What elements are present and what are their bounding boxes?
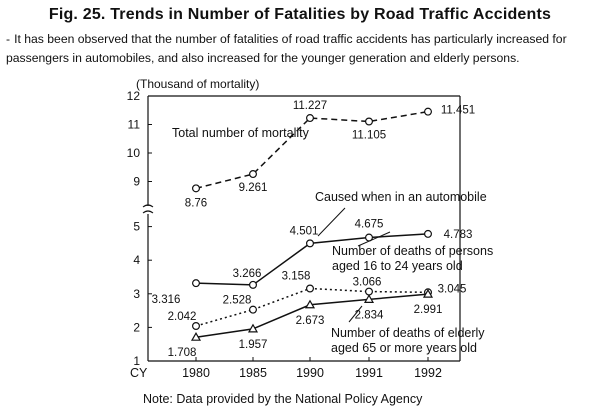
y-tick-label: 11 <box>127 117 140 132</box>
series-0-data-label: 11.105 <box>351 129 387 142</box>
series-3-data-label: 2.991 <box>413 304 443 317</box>
series-0-data-label: 8.76 <box>184 197 208 210</box>
series-3-data-label: 1.957 <box>238 338 268 351</box>
x-tick-label: 1985 <box>239 366 267 380</box>
series-2-data-label: 2.528 <box>222 294 252 307</box>
series-2-marker <box>366 288 373 295</box>
series-0-name-label: Total number of mortality <box>172 126 309 140</box>
series-0-marker <box>366 118 373 125</box>
x-tick-label: 1990 <box>296 366 324 380</box>
x-tick-label: 1991 <box>355 366 383 380</box>
x-tick-label: 1992 <box>414 366 442 380</box>
series-1-leader-line <box>318 208 345 236</box>
series-2-data-label: 3.045 <box>437 283 467 296</box>
figure-title: Fig. 25. Trends in Number of Fatalities by Road Traffic Accidents <box>48 6 552 23</box>
series-1-marker <box>193 280 200 287</box>
series-2-marker <box>193 323 200 330</box>
series-2-name-label: Number of deaths of persons <box>332 244 494 258</box>
series-1-name-label: Caused when in an automobile <box>315 190 487 204</box>
series-1-data-label: 4.675 <box>354 218 384 231</box>
series-3-data-label: 2.834 <box>354 309 384 322</box>
series-2-name-label: aged 16 to 24 years old <box>332 259 463 273</box>
series-2-data-label: 3.158 <box>281 270 311 283</box>
series-0-marker <box>250 171 257 178</box>
series-1-data-label: 4.501 <box>289 225 319 238</box>
series-1-data-label: 3.316 <box>151 294 181 307</box>
series-1-marker <box>425 230 432 237</box>
series-2-marker <box>250 306 257 313</box>
series-2-marker <box>307 285 314 292</box>
series-1-data-label: 3.266 <box>232 267 262 280</box>
series-3-name-label: Number of deaths of elderly <box>331 326 485 340</box>
series-1-marker <box>250 281 257 288</box>
source-note: Note: Data provided by the National Policy Agency <box>143 392 423 406</box>
y-tick-label: 2 <box>133 320 140 335</box>
series-line-0 <box>196 112 428 189</box>
series-1-data-label: 4.783 <box>443 228 473 241</box>
series-2-data-label: 3.066 <box>352 276 382 289</box>
series-2-data-label: 2.042 <box>167 310 197 323</box>
series-0-marker <box>193 185 200 192</box>
y-axis-label: (Thousand of mortality) <box>136 77 260 91</box>
y-tick-label: 10 <box>126 146 140 160</box>
y-tick-label: 3 <box>133 286 140 301</box>
description-dash: - <box>6 32 11 46</box>
y-axis-break-mark-bottom <box>143 211 153 213</box>
series-0-data-label: 11.451 <box>440 104 476 117</box>
series-3-data-label: 2.673 <box>295 314 325 327</box>
x-axis-label: CY <box>130 366 148 380</box>
y-tick-label: 5 <box>133 219 140 234</box>
series-0-marker <box>425 108 432 115</box>
y-tick-label: 4 <box>133 253 140 268</box>
y-tick-label: 12 <box>126 89 140 103</box>
y-tick-label: 9 <box>133 174 140 189</box>
series-0-data-label: 11.227 <box>292 100 328 113</box>
series-0-data-label: 9.261 <box>238 182 268 195</box>
series-1-marker <box>307 240 314 247</box>
description-text: It has been observed that the number of fatalities of road traffic accidents has particularly increased for passengers in automobiles, and also increased for the younger generation and elderly persons. <box>6 32 567 65</box>
series-3-data-label: 1.708 <box>167 347 197 360</box>
series-0-marker <box>307 115 314 122</box>
y-tick-label: 1 <box>133 354 140 368</box>
series-3-name-label: aged 65 or more years old <box>331 341 477 355</box>
x-tick-label: 1980 <box>182 366 210 380</box>
